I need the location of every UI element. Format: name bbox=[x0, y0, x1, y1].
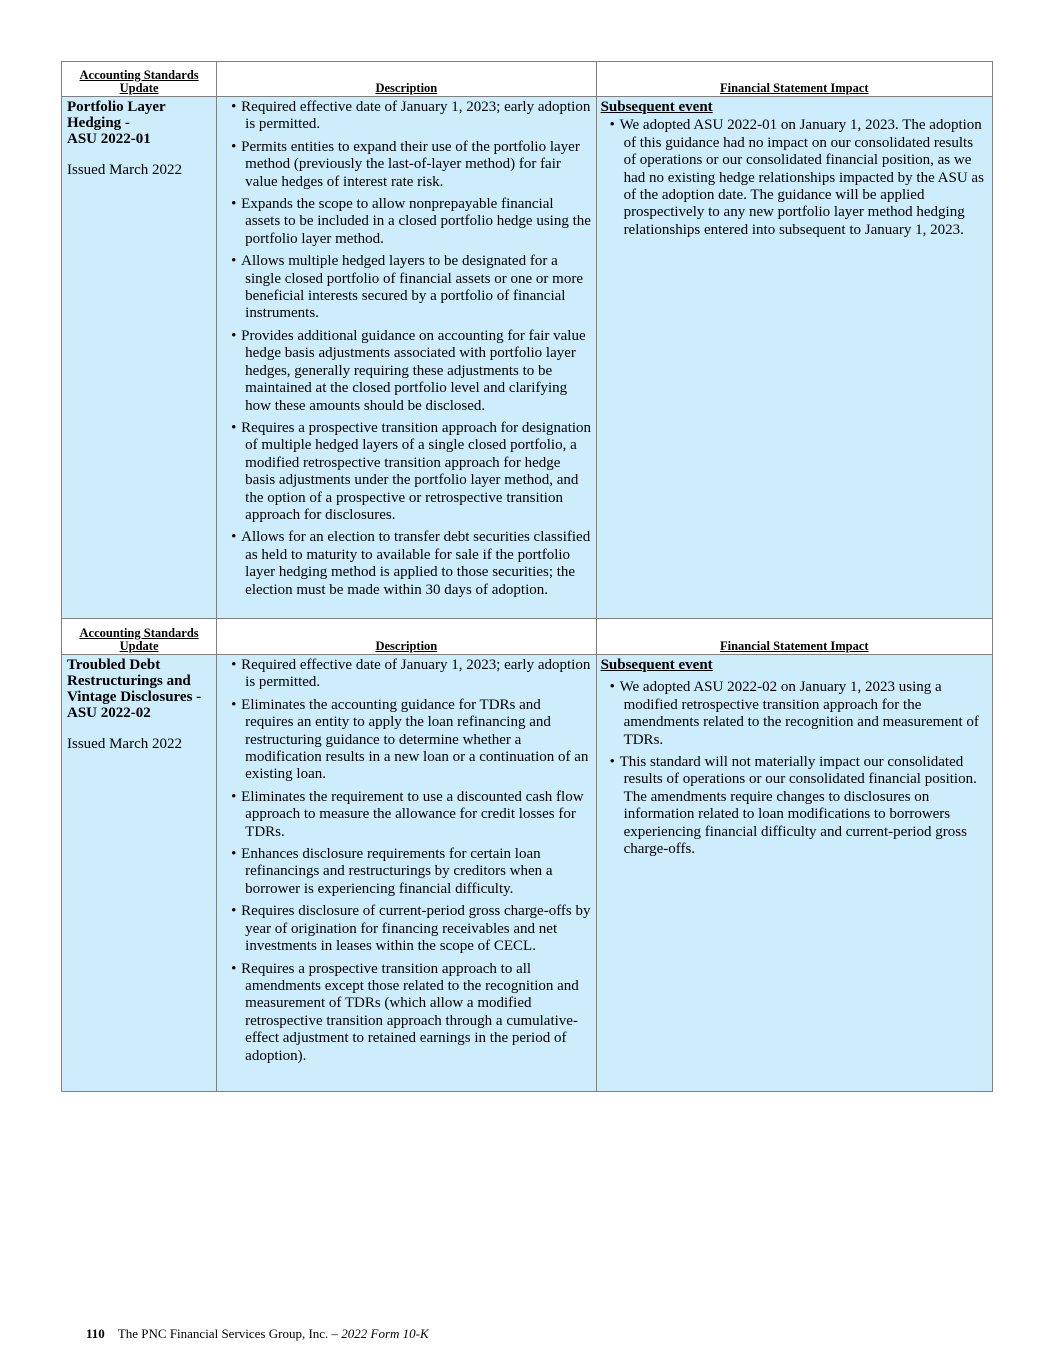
list-item: • Requires a prospective transition approach for designation of multiple hedged layers of a single closed portfolio, a modified retrospective transition approach for hedge basis adjustments under the portfolio layer method, and the option of a prospective or retrospective transition approach for disclosures. bbox=[231, 419, 592, 523]
list-item: • Expands the scope to allow nonprepayable financial assets to be included in a closed portfolio hedge using the portfolio layer method. bbox=[231, 196, 591, 247]
impact-cell bbox=[596, 97, 992, 619]
list-item: • Enhances disclosure requirements for certain loan refinancings and restructurings by creditors when a borrower is experiencing financial difficulty. bbox=[231, 846, 553, 897]
table-header-row bbox=[62, 619, 993, 655]
header-cell-asu: Accounting Standards Update bbox=[62, 62, 217, 97]
table-row bbox=[62, 655, 993, 1092]
list-item: • Requires disclosure of current-period gross charge-offs by year of origination for financing receivables and net investments in leases within the scope of CECL. bbox=[231, 903, 591, 955]
page-number: 110 bbox=[86, 1326, 105, 1341]
table-row bbox=[62, 97, 993, 619]
list-item: • Provides additional guidance on accounting for fair value hedge basis adjustments associated with portfolio layer hedges, generally requiring these adjustments to be maintained at the closed portfolio level and clarifying how these amounts should be disclosed. bbox=[231, 327, 586, 414]
asu-issued-date: Issued March 2022 bbox=[67, 736, 182, 752]
asu-cell bbox=[62, 97, 217, 619]
description-cell bbox=[217, 97, 596, 619]
list-item: • Permits entities to expand their use of the portfolio layer method (previously the last-of-layer method) for fair value hedges of interest rate risk. bbox=[231, 138, 580, 190]
list-item: • Eliminates the requirement to use a discounted cash flow approach to measure the allowance for credit losses for TDRs. bbox=[231, 788, 584, 840]
impact-heading: Subsequent event bbox=[600, 99, 713, 115]
header-cell-description: Description bbox=[217, 62, 596, 97]
header-cell-asu: Accounting Standards Update bbox=[62, 619, 217, 655]
list-item: • Requires a prospective transition approach to all amendments except those related to the recognition and measurement of TDRs (which allow a modified retrospective transition approach through a cumulative-effect adjustment to retained earnings in the period of adoption). bbox=[231, 960, 579, 1064]
list-item: • We adopted ASU 2022-01 on January 1, 2023. The adoption of this guidance had no impact on our consolidated results of operations or our consolidated financial position, as we had no existing hedge relationships impacted by the ASU as of the adoption date. The guidance will be applied prospectively to any new portfolio layer method hedging relationships entered into subsequent to January 1, 2023. bbox=[609, 117, 984, 238]
asu-title: Portfolio Layer Hedging - ASU 2022-01 bbox=[67, 99, 166, 147]
impact-cell bbox=[596, 655, 992, 1092]
impact-heading: Subsequent event bbox=[600, 657, 713, 673]
list-item: • Allows for an election to transfer debt securities classified as held to maturity to available for sale if the portfolio layer hedging method is applied to those securities; the election must be made within 30 days of adoption. bbox=[231, 529, 591, 598]
list-item: • This standard will not materially impact our consolidated results of operations or our consolidated financial position. The amendments require changes to disclosures on information related to loan modifications to borrowers experiencing financial difficulty and current-period gross charge-offs. bbox=[609, 754, 977, 858]
table-header-row bbox=[62, 62, 993, 97]
asu-table bbox=[61, 61, 993, 1092]
header-cell-impact: Financial Statement Impact bbox=[596, 62, 992, 97]
asu-issued-date: Issued March 2022 bbox=[67, 162, 182, 178]
description-cell bbox=[217, 655, 596, 1092]
header-cell-description: Description bbox=[217, 619, 596, 655]
company-name: The PNC Financial Services Group, Inc. – bbox=[117, 1326, 339, 1341]
list-item: • Eliminates the accounting guidance for TDRs and requires an entity to apply the loan refinancing and restructuring guidance to determine whether a modification results in a new loan or a continuation of an existing loan. bbox=[231, 696, 589, 783]
form-name: 2022 Form 10-K bbox=[341, 1326, 429, 1341]
list-item: • We adopted ASU 2022-02 on January 1, 2023 using a modified retrospective transition approach for the amendments related to the recognition and measurement of TDRs. bbox=[609, 679, 979, 748]
list-item: • Allows multiple hedged layers to be designated for a single closed portfolio of financial assets or one or more beneficial interests secured by a portfolio of financial instruments. bbox=[231, 253, 583, 322]
list-item: • Required effective date of January 1, 2023; early adoption is permitted. bbox=[231, 99, 591, 133]
header-cell-impact: Financial Statement Impact bbox=[596, 619, 992, 655]
asu-cell bbox=[62, 655, 217, 1092]
asu-title: Troubled Debt Restructurings and Vintage Disclosures - ASU 2022-02 bbox=[67, 657, 202, 721]
list-item: • Required effective date of January 1, 2023; early adoption is permitted. bbox=[231, 657, 591, 691]
page-footer bbox=[86, 1326, 429, 1342]
